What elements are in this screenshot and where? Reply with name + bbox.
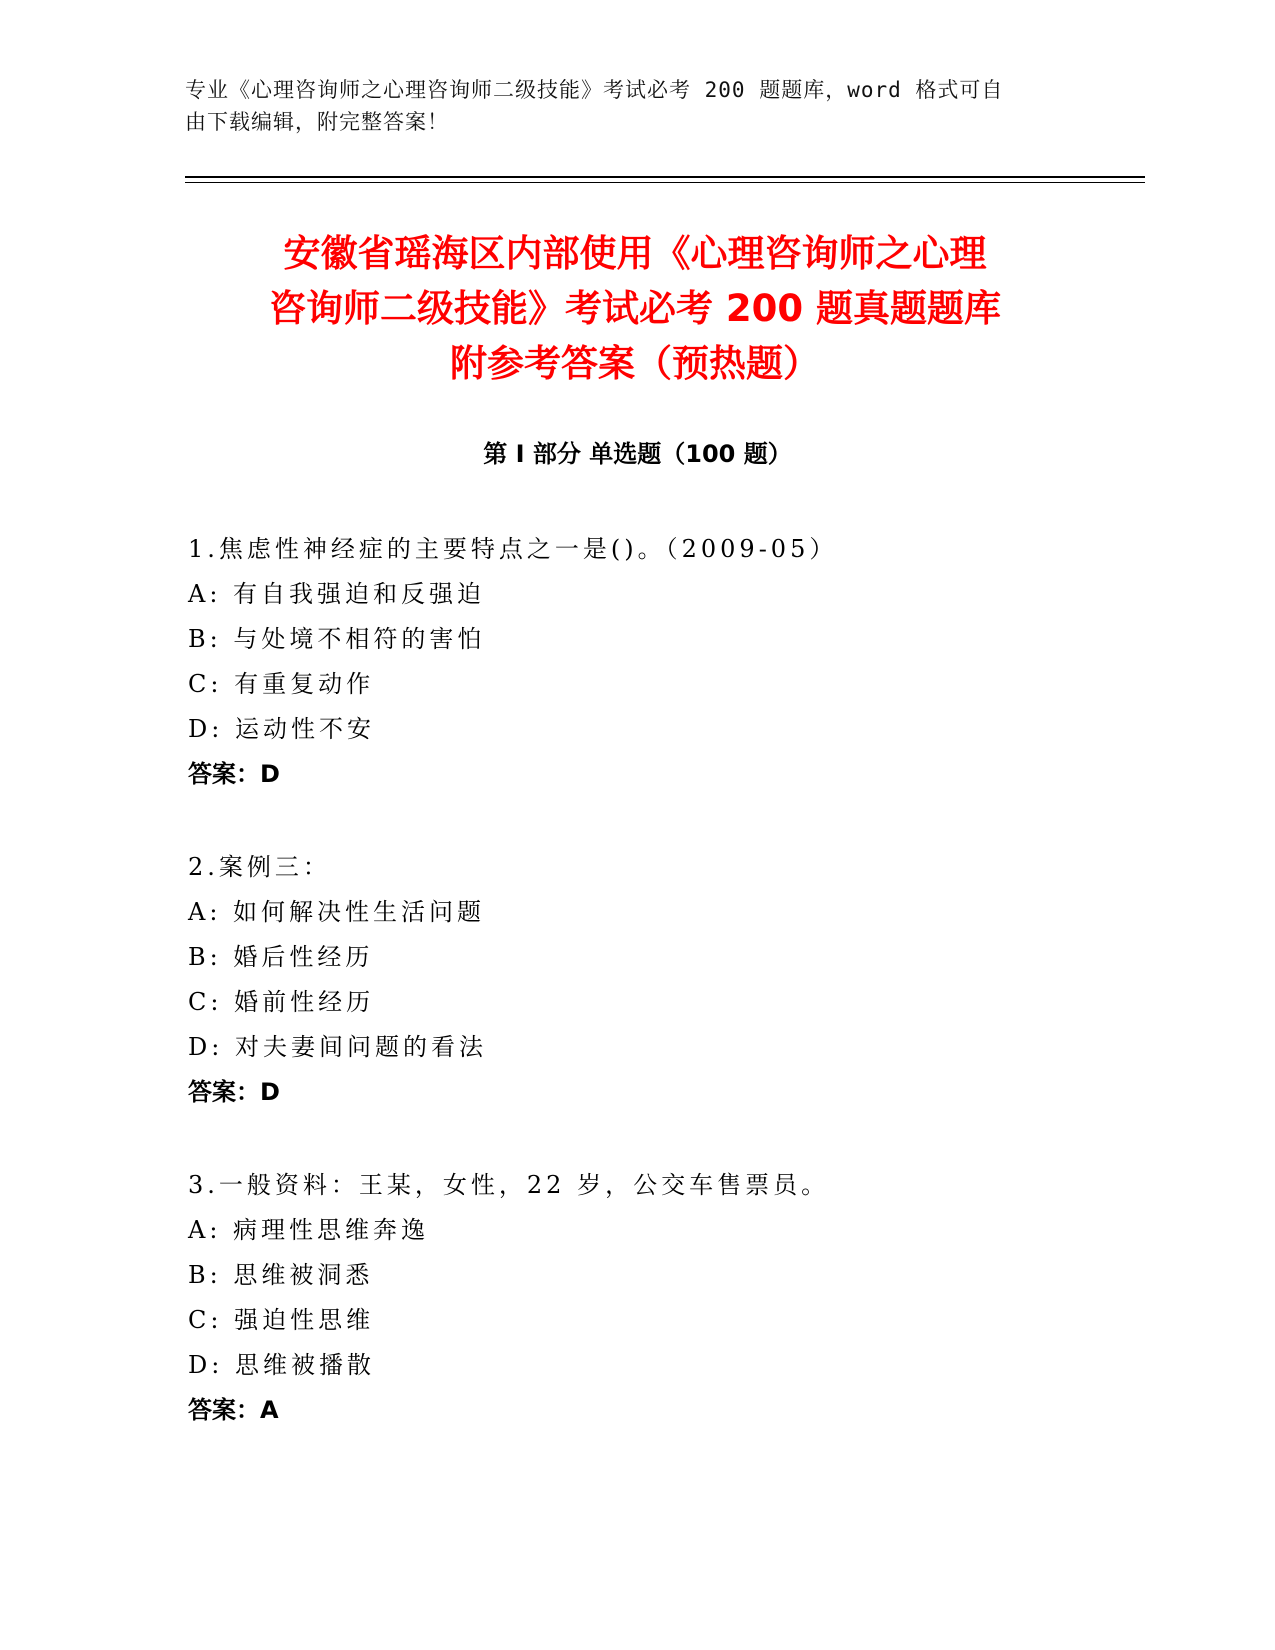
section-heading: 第 I 部分 单选题（100 题） [483, 440, 792, 468]
answer-label: 答案：A [188, 1396, 279, 1424]
option-c: C: 有重复动作 [188, 670, 375, 698]
header-rule-thick [185, 176, 1145, 178]
page-header [185, 74, 1085, 138]
option-a: A: 如何解决性生活问题 [188, 898, 486, 926]
question-item [188, 527, 1088, 845]
title-line-3: 附参考答案（预热题） [450, 342, 820, 385]
document-title [160, 226, 1110, 391]
answer-label: 答案：D [188, 1078, 280, 1106]
option-c: C: 婚前性经历 [188, 988, 375, 1016]
option-d: D: 思维被播散 [188, 1351, 375, 1379]
option-d: D: 对夫妻间问题的看法 [188, 1033, 487, 1061]
question-list [188, 527, 1088, 1481]
option-c: C: 强迫性思维 [188, 1306, 375, 1334]
header-rule-thin [185, 182, 1145, 183]
option-b: B: 思维被洞悉 [188, 1261, 374, 1289]
answer-label: 答案：D [188, 760, 280, 788]
title-line-1: 安徽省瑶海区内部使用《心理咨询师之心理 [283, 232, 987, 275]
option-a: A: 有自我强迫和反强迫 [188, 580, 486, 608]
header-line-2: 由下载编辑，附完整答案！ [185, 110, 449, 134]
question-stem: 2.案例三： [188, 853, 331, 881]
header-line-1: 专业《心理咨询师之心理咨询师二级技能》考试必考 200 题题库，word 格式可自 [185, 78, 1004, 102]
option-b: B: 与处境不相符的害怕 [188, 625, 486, 653]
option-a: A: 病理性思维奔逸 [188, 1216, 430, 1244]
question-stem: 1.焦虑性神经症的主要特点之一是()。（2009-05） [188, 535, 838, 563]
option-b: B: 婚后性经历 [188, 943, 374, 971]
question-item [188, 1163, 1088, 1481]
question-item [188, 845, 1088, 1163]
question-stem: 3.一般资料：王某，女性，22 岁，公交车售票员。 [188, 1171, 830, 1199]
title-line-2: 咨询师二级技能》考试必考 200 题真题题库 [269, 287, 1001, 330]
option-d: D: 运动性不安 [188, 715, 375, 743]
